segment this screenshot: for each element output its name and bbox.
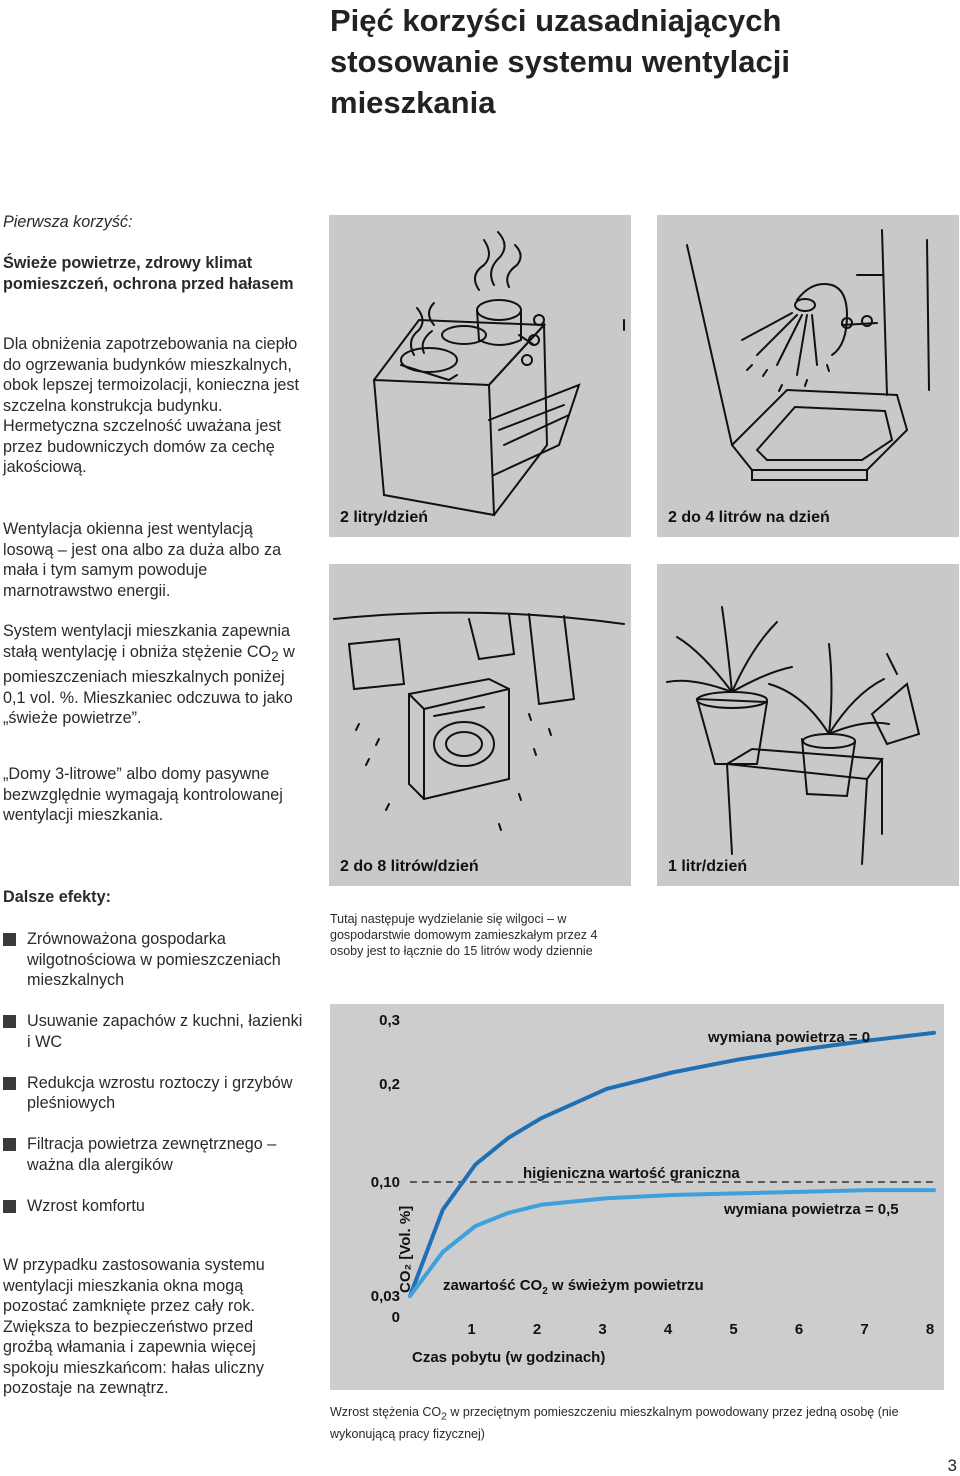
y-tick-label: 0,2 bbox=[379, 1076, 400, 1093]
x-axis-label: Czas pobytu (w godzinach) bbox=[412, 1349, 606, 1366]
lead-heading: Świeże powietrze, zdrowy klimat pomieszczeń, ochrona przed hałasem bbox=[3, 254, 294, 293]
fresh-air-annotation: zawartość $CO_2$ w świeżym powietrzu bbox=[443, 1277, 704, 1297]
co2-chart bbox=[330, 1004, 944, 1390]
panel-laundry bbox=[329, 564, 631, 886]
laundry-illustration bbox=[329, 564, 631, 886]
stove-illustration bbox=[329, 215, 631, 537]
x-tick-label: 7 bbox=[860, 1321, 869, 1338]
y-axis-label: CO₂ [Vol. %] bbox=[397, 1205, 414, 1293]
chart-caption-b: w przeciętnym pomieszczeniu mieszkalnym powodowany przez jedną osobę (nie wykonującą pracy fizycznej) bbox=[330, 1405, 899, 1441]
x-tick-label: 2 bbox=[532, 1321, 542, 1338]
y-tick-label: 0,10 bbox=[370, 1174, 400, 1191]
panel-caption: 2 do 4 litrów na dzień bbox=[668, 509, 830, 526]
shower-illustration bbox=[657, 215, 959, 537]
benefit-list bbox=[3, 929, 303, 1237]
x-tick-label: 1 bbox=[467, 1321, 476, 1338]
x-tick-label: 8 bbox=[925, 1321, 935, 1338]
paragraph-3 bbox=[3, 621, 303, 729]
co2-chart-svg bbox=[330, 1004, 944, 1390]
paragraph-1: Dla obniżenia zapotrzebowania na ciepło do ogrzewania budynków mieszkalnych, obok lepszej termoizolacji, konieczna jest szczelna konstrukcja budynku. Hermetyczna szczelność uważana jest przez budowniczych domów za cechę jakościową. bbox=[3, 335, 300, 476]
page-title: Pięć korzyści uzasadniających stosowanie systemu wentylacji mieszkania bbox=[330, 3, 791, 120]
panel-kitchen bbox=[329, 215, 631, 537]
efekty-heading: Dalsze efekty: bbox=[3, 888, 111, 906]
x-tick-label: 4 bbox=[663, 1321, 673, 1338]
page-number: 3 bbox=[947, 1456, 957, 1475]
x-tick-label: 5 bbox=[729, 1321, 738, 1338]
intro-label: Pierwsza korzyść: bbox=[3, 213, 133, 231]
y-tick-label: 0,3 bbox=[379, 1012, 400, 1029]
panel-shower bbox=[657, 215, 959, 537]
series-label-exchange-0-5: wymiana powietrza = 0,5 bbox=[724, 1201, 899, 1218]
panel-caption: 2 do 8 litrów/dzień bbox=[340, 858, 479, 875]
plants-illustration bbox=[657, 564, 959, 886]
moisture-note: Tutaj następuje wydzielanie się wilgoci – w gospodarstwie domowym zamieszkałym przez 4 osoby jest to łącznie do 15 litrów wody dziennie bbox=[330, 912, 598, 958]
list-item: Usuwanie zapachów z kuchni, łazienki i WC bbox=[3, 1011, 303, 1052]
panel-plants bbox=[657, 564, 959, 886]
list-item: Redukcja wzrostu roztoczy i grzybów pleśniowych bbox=[3, 1073, 303, 1114]
y-tick-label: 0 bbox=[391, 1309, 400, 1326]
list-item: Zrównoważona gospodarka wilgotnościowa w pomieszczeniach mieszkalnych bbox=[3, 929, 303, 991]
chart-caption-sub: 2 bbox=[441, 1411, 447, 1423]
x-ticks bbox=[467, 1321, 934, 1338]
p3-text-b: w pomieszczeniach mieszkalnych poniżej 0,1 vol. %. Mieszkaniec odczuwa to jako „świeże powietrze”. bbox=[3, 642, 295, 728]
paragraph-5: W przypadku zastosowania systemu wentylacji mieszkania okna mogą pozostać zamknięte przez cały rok. Zwiększa to bezpieczeństwo przed groźbą włamania i zapewnia więcej spokoju mieszkańcom: hałas uliczny pozostaje na zewnątrz. bbox=[3, 1256, 265, 1397]
chart-caption-a: Wzrost stężenia CO bbox=[330, 1405, 442, 1419]
y-tick-label: 0,03 bbox=[370, 1288, 400, 1305]
list-item: Filtracja powietrza zewnętrznego – ważna dla alergików bbox=[3, 1134, 303, 1175]
list-item: Wzrost komfortu bbox=[3, 1196, 303, 1217]
paragraph-2: Wentylacja okienna jest wentylacją losową – jest ona albo za duża albo za mała i tym samym powoduje marnotrawstwo energii. bbox=[3, 520, 282, 600]
p3-text-a: System wentylacji mieszkania zapewnia stałą wentylację i obniża stężenie CO bbox=[3, 622, 290, 661]
panel-caption: 2 litry/dzień bbox=[340, 509, 429, 526]
reference-line-label: higieniczna wartość graniczna bbox=[523, 1165, 740, 1182]
panel-caption: 1 litr/dzień bbox=[668, 858, 748, 875]
x-tick-label: 3 bbox=[598, 1321, 607, 1338]
series-label-no-exchange: wymiana powietrza = 0 bbox=[708, 1029, 871, 1046]
x-tick-label: 6 bbox=[794, 1321, 804, 1338]
chart-caption bbox=[330, 1404, 940, 1442]
y-ticks bbox=[371, 1012, 400, 1326]
paragraph-4: „Domy 3-litrowe” albo domy pasywne bezwzględnie wymagają kontrolowanej wentylacji mieszkania. bbox=[3, 765, 283, 824]
p3-sub: 2 bbox=[271, 648, 279, 664]
